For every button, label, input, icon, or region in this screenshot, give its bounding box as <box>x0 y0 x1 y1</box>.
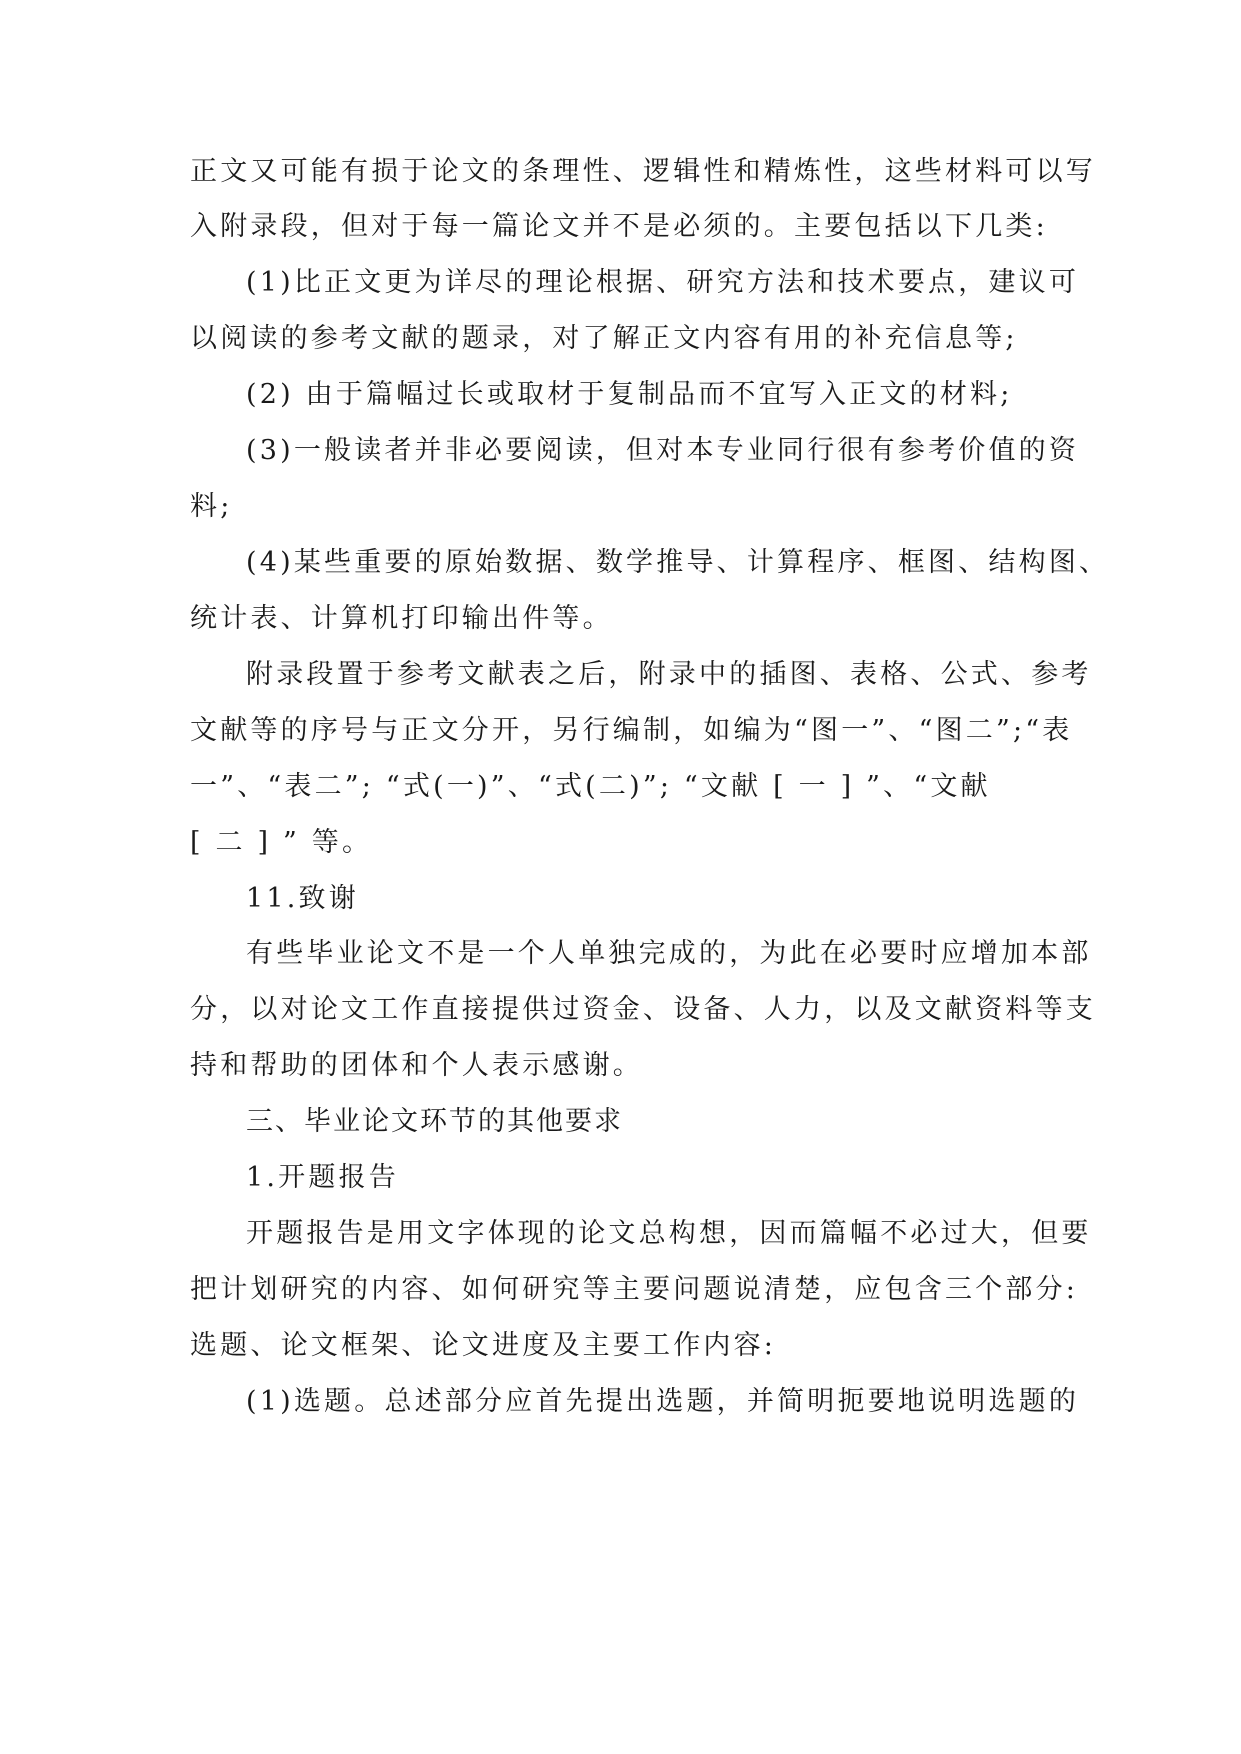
text-line: 料; <box>190 491 233 522</box>
text-line: 一”、“表二”; “式(一)”、“式(二)”; “文献 [ 一 ] ”、“文献 <box>190 771 991 802</box>
paragraph-start: 有些毕业论文不是一个人单独完成的，为此在必要时应增加本部 <box>246 938 1092 969</box>
text-line: 入附录段，但对于每一篇论文并不是必须的。主要包括以下几类: <box>190 211 1048 242</box>
text-line: 把计划研究的内容、如何研究等主要问题说清楚，应包含三个部分: <box>190 1274 1079 1305</box>
section-heading-proposal-report: 1.开题报告 <box>246 1162 399 1193</box>
paragraph-start: 附录段置于参考文献表之后，附录中的插图、表格、公式、参考 <box>246 659 1092 690</box>
text-line: 持和帮助的团体和个人表示感谢。 <box>190 1050 643 1081</box>
text-line: 正文又可能有损于论文的条理性、逻辑性和精炼性，这些材料可以写 <box>190 156 1096 187</box>
paragraph-start: 开题报告是用文字体现的论文总构想，因而篇幅不必过大，但要 <box>246 1218 1092 1249</box>
section-heading-acknowledgements: 11.致谢 <box>246 883 359 914</box>
list-item: (1)比正文更为详尽的理论根据、研究方法和技术要点，建议可 <box>246 267 1080 298</box>
text-line: [ 二 ] ” 等。 <box>190 827 373 858</box>
list-item: (3)一般读者并非必要阅读，但对本专业同行很有参考价值的资 <box>246 435 1080 466</box>
text-line: 以阅读的参考文献的题录，对了解正文内容有用的补充信息等; <box>190 323 1018 354</box>
text-line: 选题、论文框架、论文进度及主要工作内容: <box>190 1330 777 1361</box>
list-item: (1)选题。总述部分应首先提出选题，并简明扼要地说明选题的 <box>246 1386 1080 1417</box>
text-line: 文献等的序号与正文分开，另行编制，如编为“图一”、“图二”;“表 <box>190 715 1073 746</box>
list-item: (2) 由于篇幅过长或取材于复制品而不宜写入正文的材料; <box>246 379 1013 410</box>
text-line: 统计表、计算机打印输出件等。 <box>190 603 613 634</box>
text-line: 分，以对论文工作直接提供过资金、设备、人力，以及文献资料等支 <box>190 994 1096 1025</box>
chapter-heading: 三、毕业论文环节的其他要求 <box>246 1106 623 1137</box>
list-item: (4)某些重要的原始数据、数学推导、计算程序、框图、结构图、 <box>246 547 1110 578</box>
